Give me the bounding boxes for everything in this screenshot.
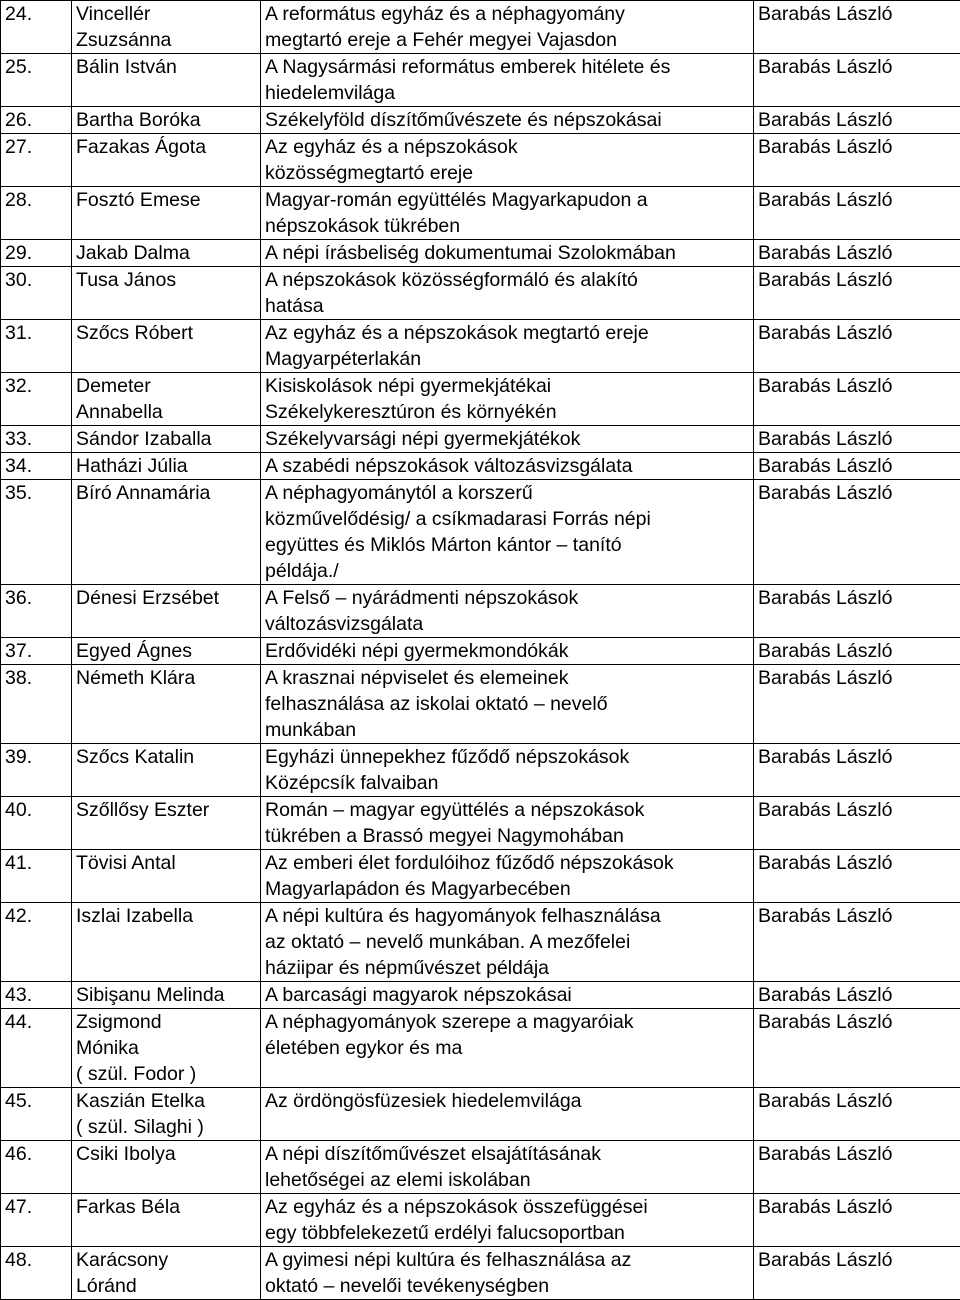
supervisor — [754, 1009, 960, 1088]
thesis-title-line: közművelődésig/ a csíkmadarasi Forrás népi — [265, 506, 753, 532]
thesis-title — [261, 903, 754, 982]
student-name-line: ( szül. Fodor ) — [76, 1061, 260, 1087]
student-name — [72, 1009, 261, 1088]
thesis-title — [261, 134, 754, 187]
table-row — [1, 744, 960, 797]
supervisor — [754, 426, 960, 453]
student-name — [72, 1194, 261, 1247]
table-row — [1, 797, 960, 850]
row-number — [1, 1009, 72, 1088]
student-name — [72, 54, 261, 107]
thesis-title-line: Székelyvarsági népi gyermekjátékok — [265, 426, 753, 452]
thesis-title — [261, 320, 754, 373]
thesis-title-line: Kisiskolások népi gyermekjátékai — [265, 373, 753, 399]
student-name-line: Hatházi Júlia — [76, 453, 260, 479]
supervisor-name: Barabás László — [758, 982, 960, 1008]
row-number — [1, 267, 72, 320]
thesis-title — [261, 480, 754, 585]
thesis-title — [261, 54, 754, 107]
row-number-text: 38. — [5, 665, 71, 691]
supervisor — [754, 480, 960, 585]
thesis-title-line: oktató – nevelői tevékenységben — [265, 1273, 753, 1299]
student-name-line: Zsigmond — [76, 1009, 260, 1035]
thesis-title — [261, 107, 754, 134]
thesis-title — [261, 267, 754, 320]
supervisor-name: Barabás László — [758, 373, 960, 399]
supervisor-name: Barabás László — [758, 107, 960, 133]
student-name — [72, 187, 261, 240]
row-number — [1, 1088, 72, 1141]
student-name-line: Karácsony — [76, 1247, 260, 1273]
supervisor-name: Barabás László — [758, 240, 960, 266]
thesis-title-line: életében egykor és ma — [265, 1035, 753, 1061]
table-row — [1, 134, 960, 187]
student-name-line: Bartha Boróka — [76, 107, 260, 133]
supervisor-name: Barabás László — [758, 903, 960, 929]
thesis-title-line: Egyházi ünnepekhez fűződő népszokások — [265, 744, 753, 770]
student-name-line: Annabella — [76, 399, 260, 425]
student-name — [72, 373, 261, 426]
supervisor-name: Barabás László — [758, 1, 960, 27]
supervisor — [754, 373, 960, 426]
thesis-title-line: A Nagysármási református emberek hitélete és — [265, 54, 753, 80]
student-name-line: Demeter — [76, 373, 260, 399]
thesis-title-line: egy többfelekezetű erdélyi falucsoportban — [265, 1220, 753, 1246]
thesis-title-line: A népszokások közösségformáló és alakító — [265, 267, 753, 293]
student-name-line: Szőcs Katalin — [76, 744, 260, 770]
thesis-title-line: megtartó ereje a Fehér megyei Vajasdon — [265, 27, 753, 53]
row-number — [1, 240, 72, 267]
thesis-title-line: munkában — [265, 717, 753, 743]
supervisor-name: Barabás László — [758, 850, 960, 876]
thesis-title-line: Magyarpéterlakán — [265, 346, 753, 372]
row-number — [1, 850, 72, 903]
student-name-line: Szőllősy Eszter — [76, 797, 260, 823]
thesis-title — [261, 426, 754, 453]
supervisor-name: Barabás László — [758, 187, 960, 213]
student-name — [72, 134, 261, 187]
thesis-title-line: A Felső – nyárádmenti népszokások — [265, 585, 753, 611]
thesis-title-line: A néphagyományok szerepe a magyaróiak — [265, 1009, 753, 1035]
student-name — [72, 107, 261, 134]
student-name-line: ( szül. Silaghi ) — [76, 1114, 260, 1140]
thesis-title-line: az oktató – nevelő munkában. A mezőfelei — [265, 929, 753, 955]
thesis-title-line: A református egyház és a néphagyomány — [265, 1, 753, 27]
supervisor — [754, 797, 960, 850]
student-name — [72, 585, 261, 638]
row-number-text: 25. — [5, 54, 71, 80]
student-name-line: Németh Klára — [76, 665, 260, 691]
student-name — [72, 744, 261, 797]
thesis-title — [261, 797, 754, 850]
thesis-title-line: A népi írásbeliség dokumentumai Szolokmában — [265, 240, 753, 266]
table-row — [1, 426, 960, 453]
thesis-title-line: Román – magyar együttélés a népszokások — [265, 797, 753, 823]
supervisor — [754, 267, 960, 320]
supervisor-name: Barabás László — [758, 744, 960, 770]
row-number — [1, 426, 72, 453]
thesis-title-line: Az egyház és a népszokások — [265, 134, 753, 160]
thesis-title-line: változásvizsgálata — [265, 611, 753, 637]
student-name — [72, 426, 261, 453]
table-row — [1, 982, 960, 1009]
row-number-text: 40. — [5, 797, 71, 823]
student-name-line: Kaszián Etelka — [76, 1088, 260, 1114]
thesis-title-line: Magyarlapádon és Magyarbecében — [265, 876, 753, 902]
row-number-text: 27. — [5, 134, 71, 160]
table-row — [1, 1247, 960, 1300]
student-name-line: Tusa János — [76, 267, 260, 293]
student-name-line: Vincellér — [76, 1, 260, 27]
supervisor — [754, 1247, 960, 1300]
thesis-title — [261, 1, 754, 54]
student-name-line: Csiki Ibolya — [76, 1141, 260, 1167]
student-name — [72, 320, 261, 373]
thesis-title-line: A népi kultúra és hagyományok felhasználása — [265, 903, 753, 929]
supervisor — [754, 453, 960, 480]
supervisor-name: Barabás László — [758, 638, 960, 664]
table-row — [1, 187, 960, 240]
row-number — [1, 1, 72, 54]
thesis-title — [261, 1141, 754, 1194]
thesis-title-line: felhasználása az iskolai oktató – nevelő — [265, 691, 753, 717]
student-name — [72, 638, 261, 665]
thesis-title-line: Erdővidéki népi gyermekmondókák — [265, 638, 753, 664]
table-row — [1, 1, 960, 54]
student-name — [72, 1141, 261, 1194]
table-row — [1, 1141, 960, 1194]
table-row — [1, 585, 960, 638]
row-number-text: 45. — [5, 1088, 71, 1114]
table-row — [1, 54, 960, 107]
student-name — [72, 982, 261, 1009]
row-number-text: 43. — [5, 982, 71, 1008]
thesis-title-line: hatása — [265, 293, 753, 319]
thesis-title-line: Az egyház és a népszokások összefüggései — [265, 1194, 753, 1220]
student-name — [72, 903, 261, 982]
row-number — [1, 187, 72, 240]
table-row — [1, 1088, 960, 1141]
student-name — [72, 797, 261, 850]
thesis-title — [261, 1247, 754, 1300]
row-number — [1, 107, 72, 134]
row-number — [1, 665, 72, 744]
student-name — [72, 1, 261, 54]
table-row — [1, 903, 960, 982]
thesis-title-line: népszokások tükrében — [265, 213, 753, 239]
supervisor — [754, 665, 960, 744]
supervisor-name: Barabás László — [758, 1247, 960, 1273]
thesis-title — [261, 638, 754, 665]
student-name-line: Bíró Annamária — [76, 480, 260, 506]
supervisor-name: Barabás László — [758, 1194, 960, 1220]
student-name — [72, 240, 261, 267]
thesis-title-line: együttes és Miklós Márton kántor – tanító — [265, 532, 753, 558]
row-number — [1, 585, 72, 638]
row-number-text: 33. — [5, 426, 71, 452]
supervisor — [754, 850, 960, 903]
student-name — [72, 453, 261, 480]
thesis-title — [261, 240, 754, 267]
table-row — [1, 373, 960, 426]
thesis-title-line: közösségmegtartó ereje — [265, 160, 753, 186]
row-number — [1, 373, 72, 426]
table-row — [1, 665, 960, 744]
table-row — [1, 240, 960, 267]
thesis-title — [261, 1194, 754, 1247]
supervisor — [754, 134, 960, 187]
thesis-title — [261, 665, 754, 744]
thesis-title — [261, 373, 754, 426]
student-name-line: Egyed Ágnes — [76, 638, 260, 664]
row-number-text: 35. — [5, 480, 71, 506]
supervisor — [754, 982, 960, 1009]
thesis-title — [261, 744, 754, 797]
supervisor — [754, 585, 960, 638]
row-number-text: 42. — [5, 903, 71, 929]
row-number-text: 37. — [5, 638, 71, 664]
supervisor — [754, 320, 960, 373]
row-number — [1, 903, 72, 982]
supervisor — [754, 1194, 960, 1247]
student-name-line: Fosztó Emese — [76, 187, 260, 213]
row-number — [1, 744, 72, 797]
student-name-line: Tövisi Antal — [76, 850, 260, 876]
row-number-text: 32. — [5, 373, 71, 399]
supervisor — [754, 54, 960, 107]
thesis-title-line: A barcasági magyarok népszokásai — [265, 982, 753, 1008]
supervisor-name: Barabás László — [758, 480, 960, 506]
row-number — [1, 320, 72, 373]
table-row — [1, 480, 960, 585]
supervisor-name: Barabás László — [758, 134, 960, 160]
row-number — [1, 54, 72, 107]
row-number-text: 34. — [5, 453, 71, 479]
supervisor — [754, 903, 960, 982]
row-number-text: 47. — [5, 1194, 71, 1220]
supervisor-name: Barabás László — [758, 453, 960, 479]
row-number — [1, 1247, 72, 1300]
table-row — [1, 267, 960, 320]
row-number-text: 46. — [5, 1141, 71, 1167]
thesis-title — [261, 453, 754, 480]
student-name — [72, 850, 261, 903]
row-number-text: 31. — [5, 320, 71, 346]
student-name — [72, 665, 261, 744]
supervisor-name: Barabás László — [758, 267, 960, 293]
supervisor — [754, 744, 960, 797]
row-number — [1, 638, 72, 665]
student-name — [72, 1088, 261, 1141]
thesis-title — [261, 187, 754, 240]
row-number — [1, 1141, 72, 1194]
thesis-title-line: Az ördöngösfüzesiek hiedelemvilága — [265, 1088, 753, 1114]
supervisor-name: Barabás László — [758, 665, 960, 691]
student-name-line: Bálin István — [76, 54, 260, 80]
supervisor — [754, 107, 960, 134]
supervisor-name: Barabás László — [758, 54, 960, 80]
thesis-title-line: A népi díszítőművészet elsajátításának — [265, 1141, 753, 1167]
student-name-line: Sibişanu Melinda — [76, 982, 260, 1008]
student-name-line: Iszlai Izabella — [76, 903, 260, 929]
supervisor-name: Barabás László — [758, 1009, 960, 1035]
thesis-title-line: tükrében a Brassó megyei Nagymohában — [265, 823, 753, 849]
table-body — [1, 1, 960, 1300]
thesis-title — [261, 1088, 754, 1141]
supervisor — [754, 638, 960, 665]
thesis-title-line: Az emberi élet fordulóihoz fűződő népszokások — [265, 850, 753, 876]
row-number-text: 44. — [5, 1009, 71, 1035]
row-number — [1, 1194, 72, 1247]
thesis-title-line: A krasznai népviselet és elemeinek — [265, 665, 753, 691]
table-row — [1, 320, 960, 373]
student-name-line: Dénesi Erzsébet — [76, 585, 260, 611]
table-row — [1, 453, 960, 480]
student-name — [72, 267, 261, 320]
table-row — [1, 1009, 960, 1088]
table-row — [1, 850, 960, 903]
thesis-title-line: lehetőségei az elemi iskolában — [265, 1167, 753, 1193]
thesis-title-line: Székelyföld díszítőművészete és népszokásai — [265, 107, 753, 133]
row-number-text: 26. — [5, 107, 71, 133]
supervisor — [754, 240, 960, 267]
student-name — [72, 480, 261, 585]
row-number — [1, 982, 72, 1009]
row-number-text: 48. — [5, 1247, 71, 1273]
row-number-text: 24. — [5, 1, 71, 27]
thesis-title-line: Középcsík falvaiban — [265, 770, 753, 796]
supervisor-name: Barabás László — [758, 797, 960, 823]
row-number-text: 30. — [5, 267, 71, 293]
student-name — [72, 1247, 261, 1300]
supervisor — [754, 1, 960, 54]
supervisor — [754, 1141, 960, 1194]
student-name-line: Sándor Izaballa — [76, 426, 260, 452]
row-number-text: 28. — [5, 187, 71, 213]
row-number-text: 39. — [5, 744, 71, 770]
student-name-line: Mónika — [76, 1035, 260, 1061]
supervisor — [754, 187, 960, 240]
thesis-title — [261, 1009, 754, 1088]
table-row — [1, 107, 960, 134]
row-number — [1, 453, 72, 480]
thesis-title-line: A gyimesi népi kultúra és felhasználása az — [265, 1247, 753, 1273]
thesis-title — [261, 850, 754, 903]
supervisor-name: Barabás László — [758, 320, 960, 346]
thesis-title-line: Magyar-román együttélés Magyarkapudon a — [265, 187, 753, 213]
row-number-text: 36. — [5, 585, 71, 611]
row-number — [1, 134, 72, 187]
thesis-title-line: A szabédi népszokások változásvizsgálata — [265, 453, 753, 479]
student-name-line: Jakab Dalma — [76, 240, 260, 266]
student-name-line: Fazakas Ágota — [76, 134, 260, 160]
thesis-title-line: Székelykeresztúron és környékén — [265, 399, 753, 425]
thesis-title-line: A néphagyománytól a korszerű — [265, 480, 753, 506]
thesis-title — [261, 585, 754, 638]
thesis-title-line: háziipar és népművészet példája — [265, 955, 753, 981]
student-name-line: Farkas Béla — [76, 1194, 260, 1220]
thesis-title-line: Az egyház és a népszokások megtartó ereje — [265, 320, 753, 346]
student-name-line: Zsuzsánna — [76, 27, 260, 53]
thesis-title — [261, 982, 754, 1009]
row-number-text: 41. — [5, 850, 71, 876]
student-name-line: Szőcs Róbert — [76, 320, 260, 346]
row-number — [1, 480, 72, 585]
supervisor-name: Barabás László — [758, 1088, 960, 1114]
supervisor-name: Barabás László — [758, 1141, 960, 1167]
table-row — [1, 638, 960, 665]
supervisor — [754, 1088, 960, 1141]
student-name-line: Lóránd — [76, 1273, 260, 1299]
table-row — [1, 1194, 960, 1247]
thesis-title-line: példája./ — [265, 558, 753, 584]
row-number — [1, 797, 72, 850]
row-number-text: 29. — [5, 240, 71, 266]
thesis-title-line: hiedelemvilága — [265, 80, 753, 106]
supervisor-name: Barabás László — [758, 585, 960, 611]
supervisor-name: Barabás László — [758, 426, 960, 452]
